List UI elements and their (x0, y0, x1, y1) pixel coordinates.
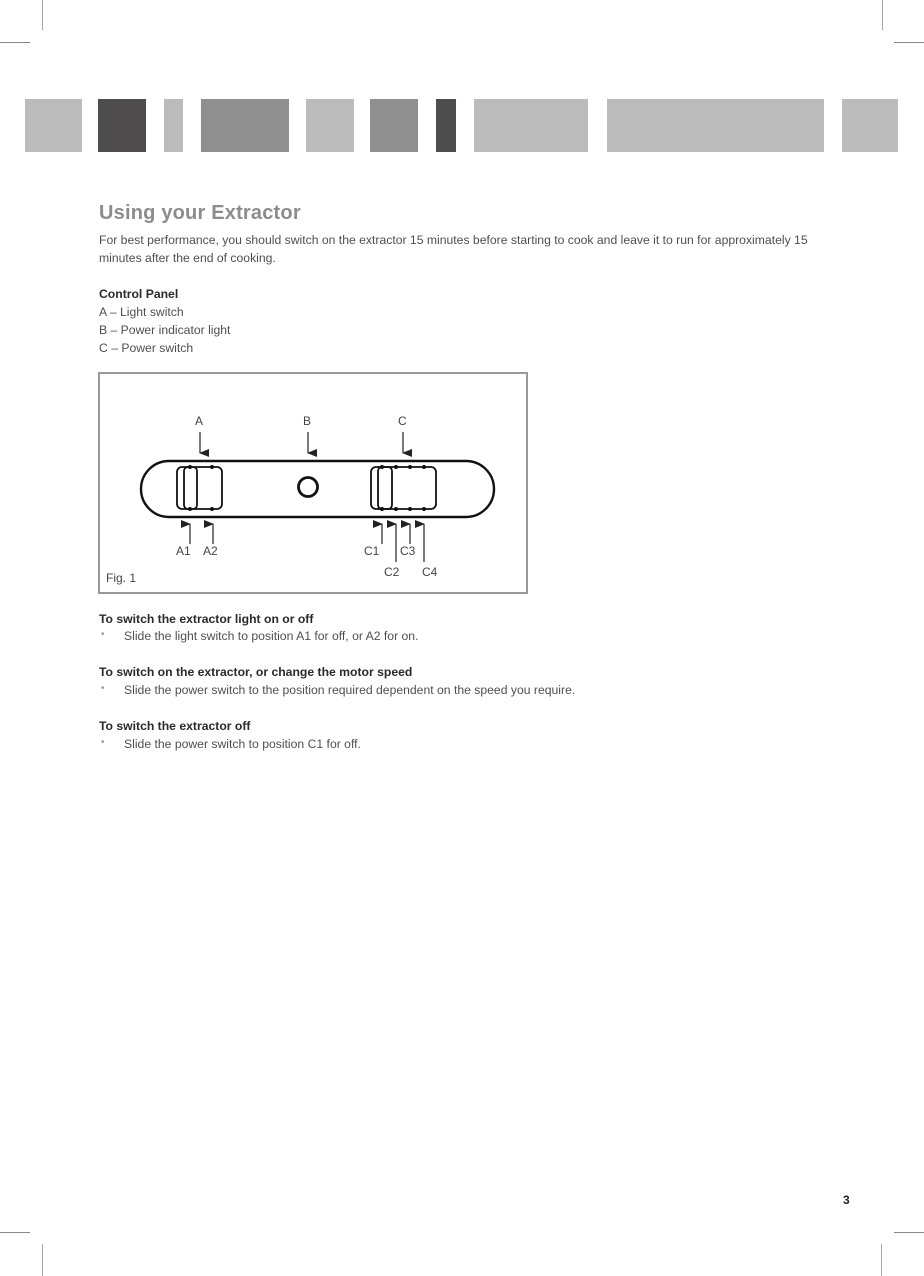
color-bar (370, 99, 418, 152)
label-c: C (398, 414, 407, 428)
page-title: Using your Extractor (99, 202, 301, 224)
control-panel-diagram (100, 374, 526, 592)
label-c1: C1 (364, 544, 380, 558)
color-bar (474, 99, 588, 152)
intro-paragraph: For best performance, you should switch on the extractor 15 minutes before starting to cook and leave it to run for approximately 15 minutes after the end of cooking. (99, 233, 808, 265)
down-arrow-icons (200, 432, 403, 453)
crop-mark-bottom-left-horizontal (0, 1232, 30, 1233)
crop-mark-top-right-vertical (882, 0, 883, 30)
control-panel-heading: Control Panel (99, 287, 179, 301)
power-indicator-light-icon (299, 478, 318, 497)
color-bar (842, 99, 898, 152)
label-a1: A1 (176, 544, 191, 558)
control-panel-item-b: B – Power indicator light (99, 323, 231, 337)
crop-mark-top-left-vertical (42, 0, 43, 30)
color-bar (607, 99, 824, 152)
crop-mark-bottom-left-vertical (42, 1244, 43, 1276)
label-c3: C3 (400, 544, 416, 558)
label-a: A (195, 414, 204, 428)
crop-mark-bottom-right-vertical (881, 1244, 882, 1276)
color-bar (98, 99, 146, 152)
label-b: B (303, 414, 312, 428)
figure-caption: Fig. 1 (106, 571, 137, 585)
instruction-heading-off: To switch the extractor off (99, 719, 251, 733)
up-arrow-icons (190, 524, 424, 562)
page-number: 3 (843, 1193, 850, 1207)
power-switch-icon (371, 465, 436, 511)
instruction-heading-light: To switch the extractor light on or off (99, 612, 314, 626)
label-c2: C2 (384, 565, 400, 579)
instruction-heading-motor: To switch on the extractor, or change the motor speed (99, 665, 413, 679)
label-c4: C4 (422, 565, 438, 579)
crop-mark-top-left-horizontal (0, 42, 30, 43)
light-switch-icon (177, 465, 222, 511)
bullet-icon: • (101, 737, 105, 748)
color-bar (201, 99, 289, 152)
bullet-icon: • (101, 629, 105, 640)
bullet-icon: • (101, 683, 105, 694)
color-bar (164, 99, 183, 152)
color-bar (306, 99, 354, 152)
control-panel-item-a: A – Light switch (99, 305, 184, 319)
color-bar (25, 99, 82, 152)
crop-mark-bottom-right-horizontal (894, 1232, 924, 1233)
control-panel-item-c: C – Power switch (99, 341, 194, 355)
figure-control-panel (98, 372, 528, 594)
crop-mark-top-right-horizontal (894, 42, 924, 43)
color-bar (436, 99, 456, 152)
label-a2: A2 (203, 544, 218, 558)
